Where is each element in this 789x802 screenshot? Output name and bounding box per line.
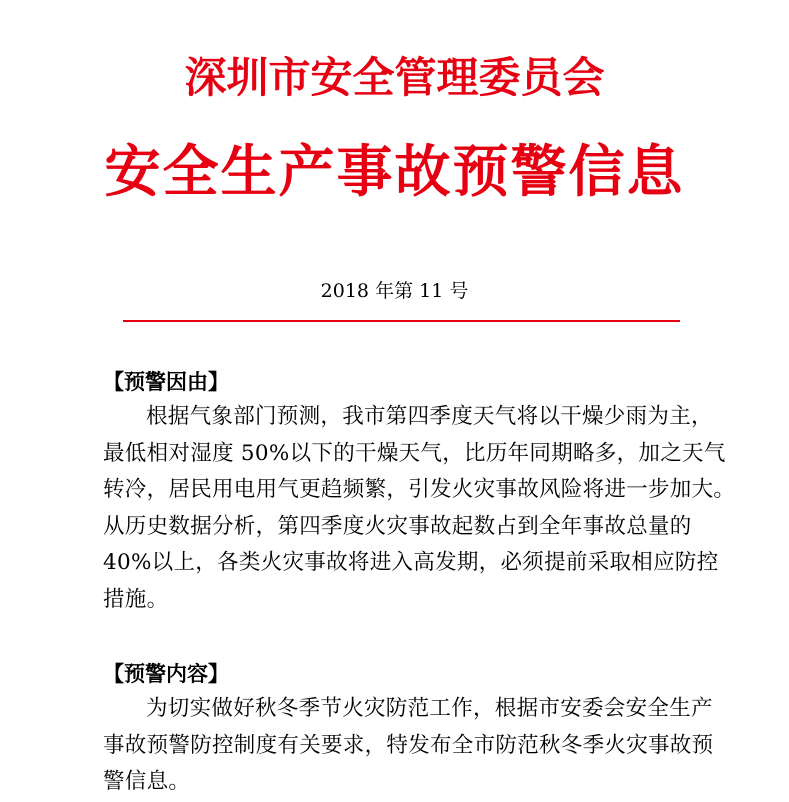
paragraph-line: 事故预警防控制度有关要求，特发布全市防范秋冬季火灾事故预 [103, 732, 714, 758]
paragraph-line: 根据气象部门预测，我市第四季度天气将以干燥少雨为主， [146, 404, 713, 429]
paragraph-line: 为切实做好秋冬季节火灾防范工作，根据市安委会安全生产 [146, 696, 713, 721]
paragraph-line: 从历史数据分析，第四季度火灾事故起数占到全年事故总量的 [103, 513, 692, 539]
section-paragraph [103, 399, 736, 619]
section-warning-content [103, 659, 714, 801]
paragraph-line: 最低相对湿度 50%以下的干燥天气，比历年同期略多，加之天气 [103, 440, 726, 466]
red-divider-line [123, 320, 680, 322]
section-paragraph [103, 691, 714, 801]
organization-title: 深圳市安全管理委员会 [184, 53, 605, 102]
paragraph-line: 40%以上，各类火灾事故将进入高发期，必须提前采取相应防控 [103, 550, 719, 576]
paragraph-line: 转冷，居民用电用气更趋频繁，引发火灾事故风险将进一步加大。 [103, 477, 736, 503]
paragraph-line: 措施。 [103, 586, 169, 612]
issue-number: 2018 年第 11 号 [320, 280, 469, 302]
section-heading: 【预警因由】 [103, 370, 229, 394]
document-title: 安全生产事故预警信息 [104, 139, 685, 205]
paragraph-line: 警信息。 [103, 769, 191, 795]
section-warning-reason [103, 367, 736, 619]
section-heading: 【预警内容】 [103, 662, 229, 686]
